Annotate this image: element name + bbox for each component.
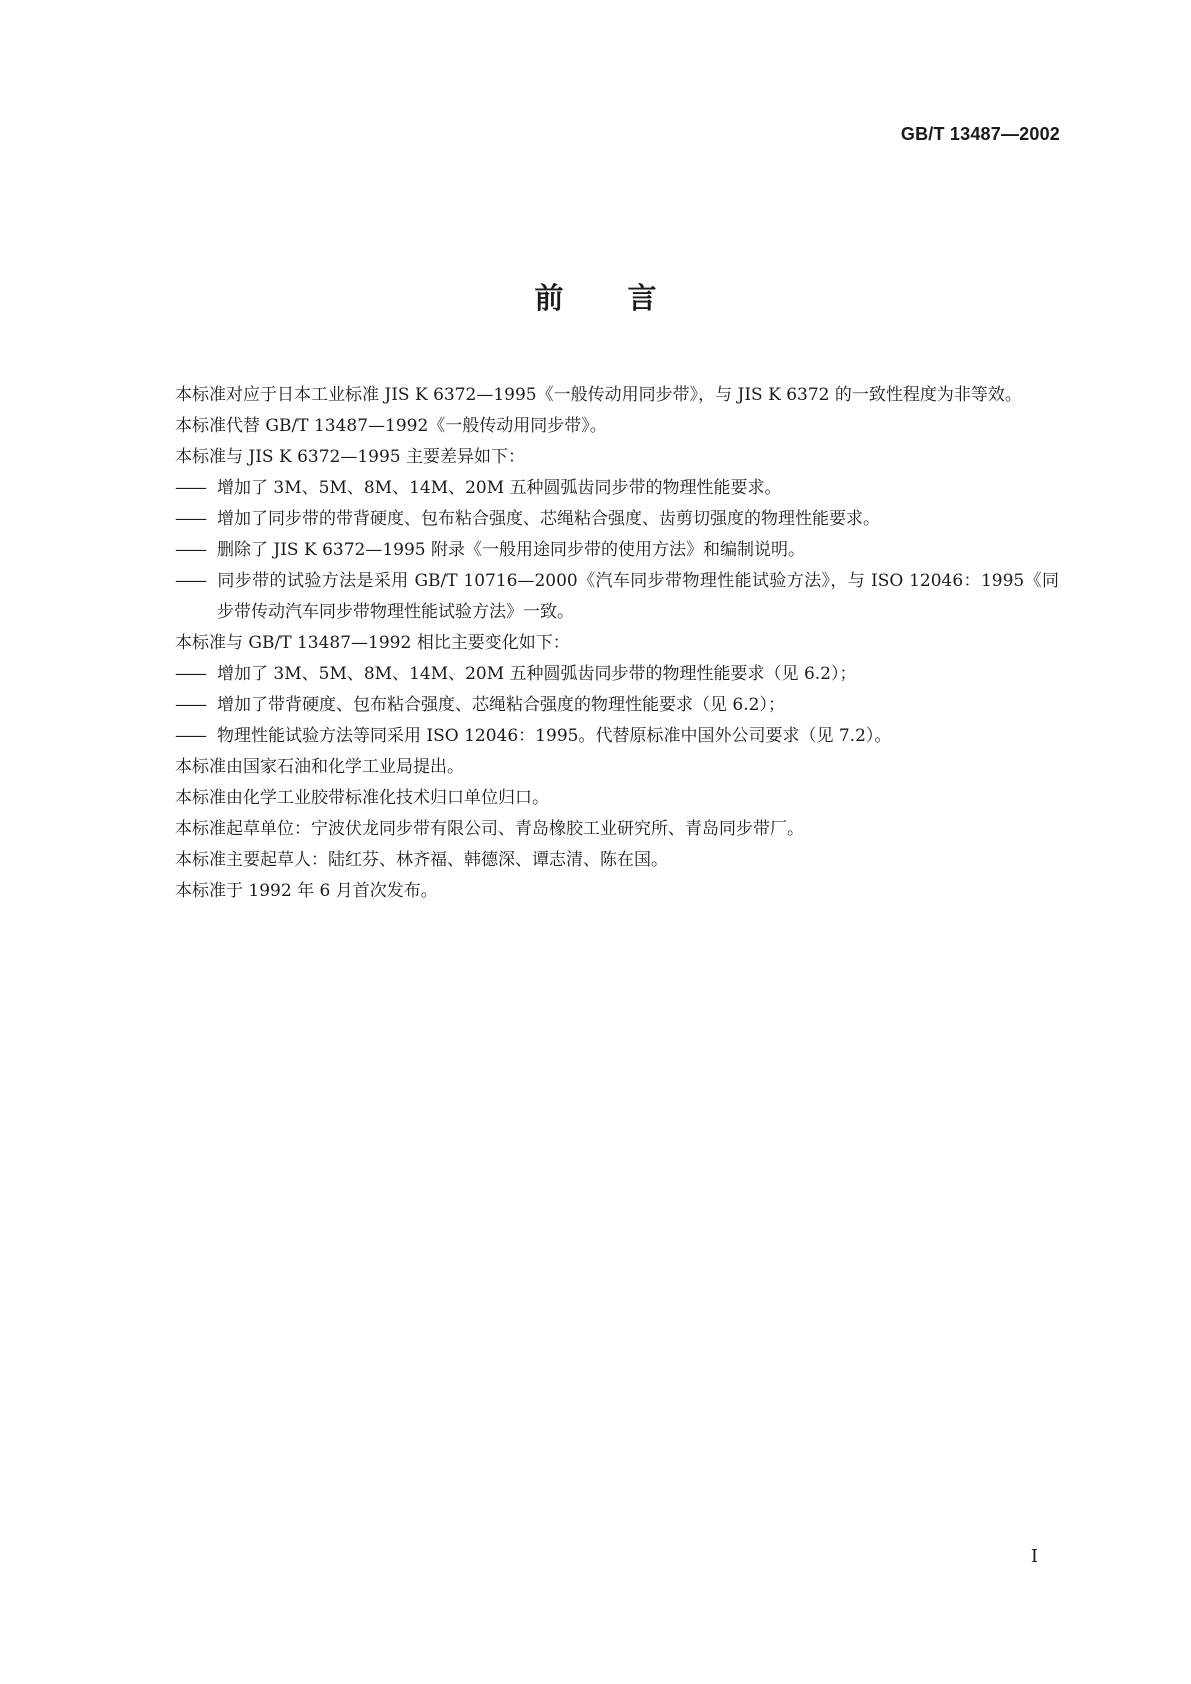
dash-marker: —— bbox=[175, 540, 205, 560]
foreword-body bbox=[133, 380, 1059, 907]
standard-code: GB/T 13487—2002 bbox=[900, 124, 1060, 144]
paragraph-drafters: 本标准主要起草人：陆红芬、林齐福、韩德深、谭志清、陈在国。 bbox=[175, 850, 668, 870]
page-title: 前言 bbox=[534, 281, 721, 315]
list-item-text: 增加了 3M、5M、8M、14M、20M 五种圆弧齿同步带的物理性能要求（见 6.2）； bbox=[217, 664, 857, 684]
dash-marker: —— bbox=[175, 726, 205, 746]
dash-marker: —— bbox=[175, 664, 205, 684]
list-item bbox=[133, 473, 1059, 504]
paragraph-first-issued: 本标准于 1992 年 6 月首次发布。 bbox=[175, 881, 438, 901]
changes-list bbox=[133, 659, 1059, 752]
dash-marker: —— bbox=[175, 571, 205, 591]
dash-marker: —— bbox=[175, 509, 205, 529]
list-item-text: 删除了 JIS K 6372—1995 附录《一般用途同步带的使用方法》和编制说明。 bbox=[217, 540, 806, 560]
paragraph-proposed-by: 本标准由国家石油和化学工业局提出。 bbox=[175, 757, 464, 777]
differences-list bbox=[133, 473, 1059, 628]
dash-marker: —— bbox=[175, 695, 205, 715]
paragraph-changes-intro: 本标准与 GB/T 13487—1992 相比主要变化如下： bbox=[175, 633, 570, 653]
list-item bbox=[133, 721, 1059, 752]
dash-marker: —— bbox=[175, 478, 205, 498]
list-item bbox=[133, 659, 1059, 690]
list-item bbox=[133, 504, 1059, 535]
list-item-text: 物理性能试验方法等同采用 ISO 12046：1995。代替原标准中国外公司要求（见 7.2）。 bbox=[217, 726, 892, 746]
paragraph-replaces: 本标准代替 GB/T 13487—1992《一般传动用同步带》。 bbox=[175, 416, 607, 436]
list-item-text: 增加了同步带的带背硬度、包布粘合强度、芯绳粘合强度、齿剪切强度的物理性能要求。 bbox=[217, 509, 880, 529]
list-item bbox=[133, 566, 1059, 628]
paragraph-differences-intro: 本标准与 JIS K 6372—1995 主要差异如下： bbox=[175, 447, 526, 467]
list-item-text: 增加了带背硬度、包布粘合强度、芯绳粘合强度的物理性能要求（见 6.2）； bbox=[217, 695, 785, 715]
list-item-text: 同步带的试验方法是采用 GB/T 10716—2000《汽车同步带物理性能试验方法》，与 ISO 12046：1995《同步带传动汽车同步带物理性能试验方法》一致。 bbox=[217, 571, 1059, 622]
list-item bbox=[133, 690, 1059, 721]
paragraph-centralized-by: 本标准由化学工业胶带标准化技术归口单位归口。 bbox=[175, 788, 549, 808]
paragraph-correspondence: 本标准对应于日本工业标准 JIS K 6372—1995《一般传动用同步带》，与 JIS K 6372 的一致性程度为非等效。 bbox=[175, 385, 1022, 405]
paragraph-drafting-units: 本标准起草单位：宁波伏龙同步带有限公司、青岛橡胶工业研究所、青岛同步带厂。 bbox=[175, 819, 804, 839]
list-item bbox=[133, 535, 1059, 566]
page-number: I bbox=[1030, 1546, 1038, 1567]
list-item-text: 增加了 3M、5M、8M、14M、20M 五种圆弧齿同步带的物理性能要求。 bbox=[217, 478, 782, 498]
